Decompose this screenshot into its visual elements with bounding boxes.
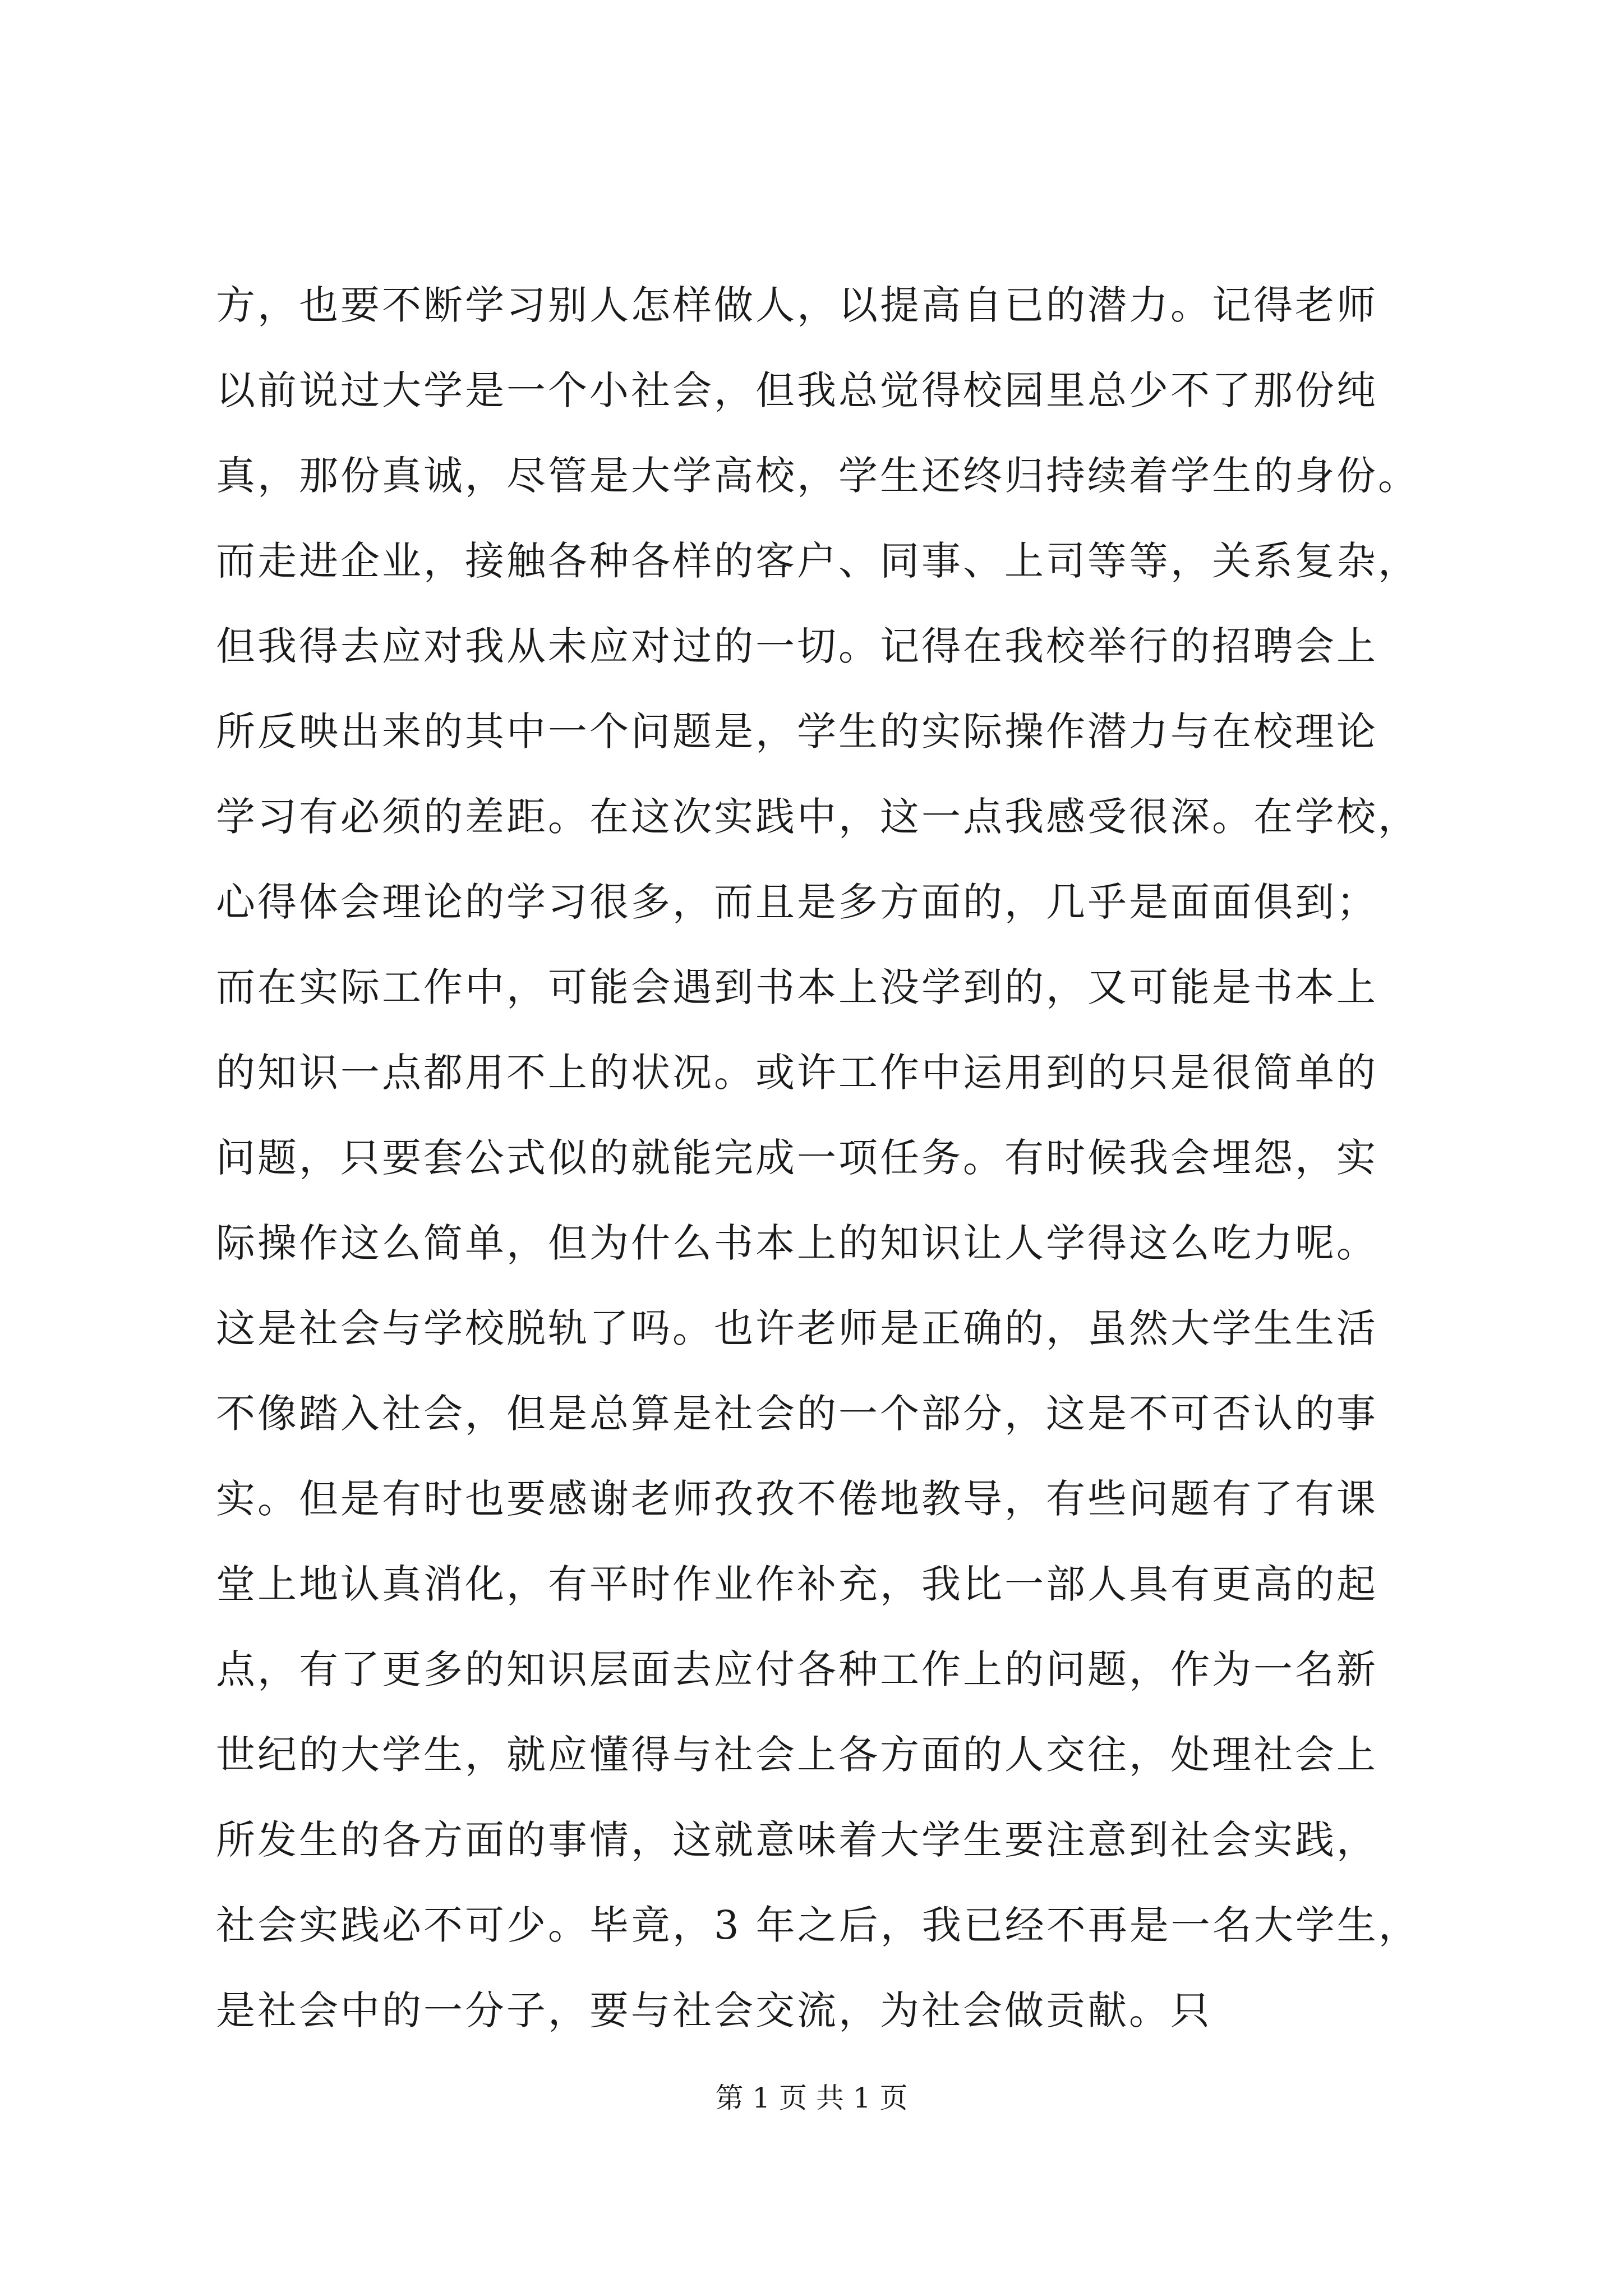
text-line: 而走进企业，接触各种各样的客户、同事、上司等等，关系复杂，	[216, 538, 1419, 584]
page-number-footer: 第 1 页 共 1 页	[715, 2082, 908, 2114]
text-line: 以前说过大学是一个小社会，但我总觉得校园里总少不了那份纯	[216, 367, 1378, 413]
text-line: 心得体会理论的学习很多，而且是多方面的，几乎是面面俱到；	[216, 879, 1378, 925]
text-line: 所反映出来的其中一个问题是，学生的实际操作潜力与在校理论	[216, 708, 1378, 754]
text-line: 世纪的大学生，就应懂得与社会上各方面的人交往，处理社会上	[216, 1732, 1378, 1778]
text-line: 堂上地认真消化，有平时作业作补充，我比一部人具有更高的起	[216, 1561, 1378, 1607]
text-line: 所发生的各方面的事情，这就意味着大学生要注意到社会实践，	[216, 1817, 1378, 1863]
text-line: 是社会中的一分子，要与社会交流，为社会做贡献。只	[216, 1987, 1212, 2033]
text-line: 方，也要不断学习别人怎样做人，以提高自已的潜力。记得老师	[216, 282, 1378, 328]
text-line: 的知识一点都用不上的状况。或许工作中运用到的只是很简单的	[216, 1050, 1378, 1096]
text-line: 而在实际工作中，可能会遇到书本上没学到的，又可能是书本上	[216, 964, 1378, 1010]
text-line: 但我得去应对我从未应对过的一切。记得在我校举行的招聘会上	[216, 623, 1378, 669]
text-line: 这是社会与学校脱轨了吗。也许老师是正确的，虽然大学生生活	[216, 1305, 1378, 1351]
text-line: 点，有了更多的知识层面去应付各种工作上的问题，作为一名新	[216, 1646, 1378, 1692]
text-line: 问题，只要套公式似的就能完成一项任务。有时候我会埋怨，实	[216, 1135, 1378, 1181]
text-line: 真，那份真诚，尽管是大学高校，学生还终归持续着学生的身份。	[216, 453, 1419, 499]
text-line: 学习有必须的差距。在这次实践中，这一点我感受很深。在学校，	[216, 794, 1419, 840]
body-text	[216, 263, 1450, 2053]
text-line: 不像踏入社会，但是总算是社会的一个部分，这是不可否认的事	[216, 1391, 1378, 1437]
text-line: 社会实践必不可少。毕竟，3 年之后，我已经不再是一名大学生，	[216, 1902, 1420, 1948]
text-line: 实。但是有时也要感谢老师孜孜不倦地教导，有些问题有了有课	[216, 1476, 1378, 1522]
text-line: 际操作这么简单，但为什么书本上的知识让人学得这么吃力呢。	[216, 1220, 1378, 1266]
